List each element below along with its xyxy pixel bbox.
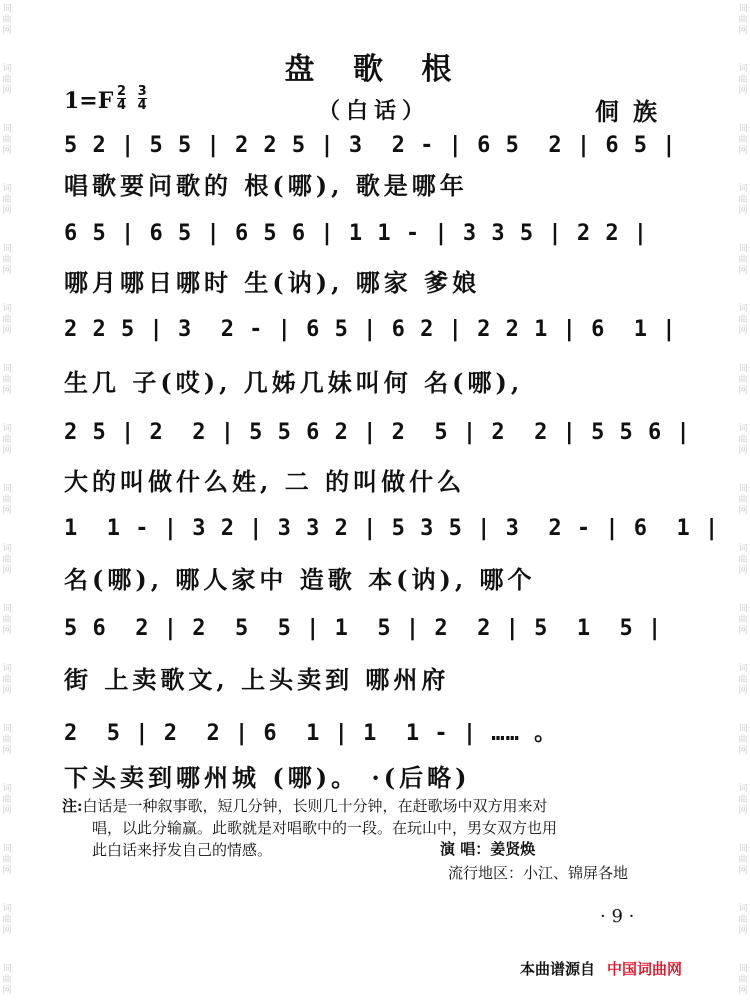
watermark-text: 词 曲 网 — [738, 424, 748, 456]
lyric-row: 唱歌要问歌的 根(哪), 歌是哪年 — [64, 171, 468, 200]
notation-row: 6 5 | 6 5 | 6 5 6 | 1 1 - | 3 3 5 | 2 2 | — [64, 221, 649, 246]
watermark-text: 词 曲 网 — [2, 844, 12, 876]
watermark-text: 词 曲 网 — [2, 64, 12, 96]
lyric-row: 下头卖到哪州城 (哪)。 ·(后略) — [64, 763, 471, 792]
song-subtitle: （白话） — [318, 98, 431, 124]
watermark-right — [736, 0, 750, 1004]
watermark-text: 词 曲 网 — [2, 964, 12, 996]
meter-a: $\frac{2}{4}$ — [117, 84, 127, 113]
notation-row: 2 5 | 2 2 | 6 1 | 1 1 - | …… 。 — [64, 721, 558, 746]
watermark-text: 词 曲 网 — [738, 64, 748, 96]
watermark-text: 词 曲 网 — [2, 364, 12, 396]
watermark-text: 词 曲 网 — [738, 304, 748, 336]
footnote-line: 唱，以此分输赢。此歌就是对唱歌中的一段。在玩山中，男女双方也用 — [92, 819, 558, 837]
notation-row: 2 2 5 | 3 2 - | 6 5 | 6 2 | 2 2 1 | 6 1 | — [64, 317, 677, 342]
watermark-text: 词 曲 网 — [2, 544, 12, 576]
footnote — [62, 795, 682, 861]
watermark-text: 词 曲 网 — [2, 424, 12, 456]
notation-row: 5 6 2 | 2 5 5 | 1 5 | 2 2 | 5 1 5 | — [64, 616, 663, 641]
watermark-text: 词 曲 网 — [738, 904, 748, 936]
watermark-text: 词 曲 网 — [2, 784, 12, 816]
watermark-text: 词 曲 网 — [2, 604, 12, 636]
watermark-text: 词 曲 网 — [2, 304, 12, 336]
footnote-label: 注: — [62, 797, 83, 815]
lyric-row: 街 上卖歌文, 上头卖到 哪州府 — [64, 665, 450, 694]
lyric-row: 名(哪), 哪人家中 造歌 本(讷), 哪个 — [64, 565, 536, 594]
song-title: 盘 歌 根 — [284, 52, 466, 87]
watermark-text: 词 曲 网 — [2, 664, 12, 696]
page-number: · 9 · — [600, 906, 635, 927]
time-signature — [117, 86, 154, 111]
watermark-text: 词 曲 网 — [738, 244, 748, 276]
ethnic-group: 侗族 — [595, 97, 671, 126]
source-site-link[interactable]: 中国词曲网 — [607, 960, 683, 978]
performer: 演 唱：姜贤焕 — [440, 840, 536, 858]
lyric-row: 大的叫做什么姓, 二 的叫做什么 — [64, 467, 466, 496]
lyric-row: 生几 子(哎), 几姊几妹叫何 名(哪), — [64, 368, 524, 397]
watermark-text: 词 曲 网 — [2, 4, 12, 36]
notation-row: 2 5 | 2 2 | 5 5 6 2 | 2 5 | 2 2 | 5 5 6 | — [64, 420, 691, 445]
watermark-text: 词 曲 网 — [738, 844, 748, 876]
watermark-text: 词 曲 网 — [2, 244, 12, 276]
source-label: 本曲谱源自 — [520, 960, 596, 978]
watermark-text: 词 曲 网 — [738, 964, 748, 996]
notation-row: 5 2 | 5 5 | 2 2 5 | 3 2 - | 6 5 2 | 6 5 | — [64, 133, 677, 158]
watermark-text: 词 曲 网 — [2, 484, 12, 516]
watermark-text: 词 曲 网 — [738, 484, 748, 516]
lyric-row: 哪月哪日哪时 生(讷), 哪家 爹娘 — [64, 268, 481, 297]
watermark-text: 词 曲 网 — [2, 904, 12, 936]
watermark-text: 词 曲 网 — [2, 124, 12, 156]
watermark-text: 词 曲 网 — [738, 664, 748, 696]
watermark-text: 词 曲 网 — [2, 184, 12, 216]
footnote-line: 此白话来抒发自己的情感。 — [92, 841, 273, 859]
key-signature: 1=F — [64, 88, 114, 114]
notation-row: 1 1 - | 3 2 | 3 3 2 | 5 3 5 | 3 2 - | 6 1 | — [64, 516, 720, 541]
watermark-text: 词 曲 网 — [738, 4, 748, 36]
footnote-line: 白话是一种叙事歌，短几分钟，长则几十分钟，在赶歌场中双方用来对 — [82, 797, 548, 815]
watermark-text: 词 曲 网 — [738, 544, 748, 576]
watermark-text: 词 曲 网 — [2, 724, 12, 756]
region: 流行地区：小江、锦屏各地 — [448, 864, 629, 882]
watermark-text: 词 曲 网 — [738, 184, 748, 216]
watermark-text: 词 曲 网 — [738, 124, 748, 156]
source-credit — [520, 958, 682, 979]
watermark-text: 词 曲 网 — [738, 724, 748, 756]
meter-b: $\frac{3}{4}$ — [137, 84, 147, 113]
watermark-left — [0, 0, 14, 1004]
watermark-text: 词 曲 网 — [738, 364, 748, 396]
watermark-text: 词 曲 网 — [738, 604, 748, 636]
watermark-text: 词 曲 网 — [738, 784, 748, 816]
